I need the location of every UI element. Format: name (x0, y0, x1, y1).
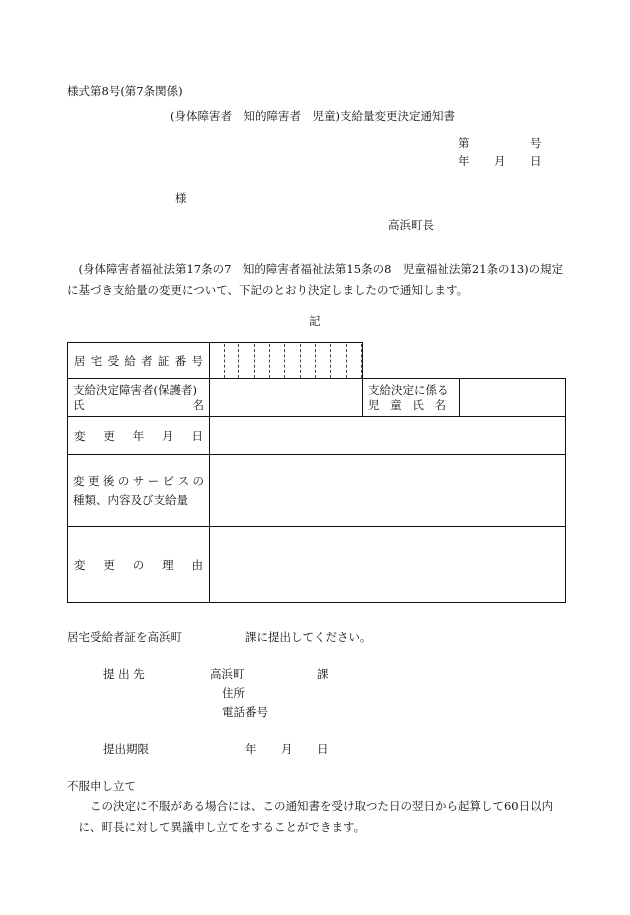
change-date-label-cell (68, 417, 210, 455)
deadline-day: 日 (317, 742, 329, 756)
service-label-line2: 種類、内容及び支給量 (73, 492, 188, 507)
reason-label-cell (68, 527, 210, 603)
intro-line-2: に基づき支給量の変更について、下記のとおり決定しましたので通知します。 (67, 283, 469, 297)
ki-marker: 記 (309, 314, 321, 328)
recipient-label-shi: 氏 (73, 397, 85, 412)
cert-label-cell (68, 343, 210, 379)
digit-box[interactable] (270, 344, 285, 378)
service-label-cell (68, 455, 210, 527)
form-table (67, 342, 566, 603)
child-label-line2: 児 童 氏 名 (368, 397, 446, 412)
document-title: (身体障害者 知的障害者 児童)支給量変更決定通知書 (170, 109, 455, 123)
child-label-line1: 支給決定に係る (368, 383, 449, 398)
child-label-cell (363, 379, 460, 417)
change-date-field[interactable] (210, 417, 566, 455)
row-certificate-number (68, 343, 566, 379)
date-year: 年 (458, 154, 470, 168)
date-month: 月 (494, 154, 506, 168)
reason-label: 変 更 の 理 由 (74, 557, 203, 572)
destination-label: 提 出 先 (103, 667, 145, 681)
doc-number-dai: 第 (458, 136, 470, 150)
submit-line-suffix: 課に提出してください。 (245, 630, 372, 644)
service-field[interactable] (210, 455, 566, 527)
recipient-label-mei: 名 (192, 397, 204, 412)
issuer: 高浜町長 (388, 218, 434, 232)
addressee-suffix: 様 (175, 191, 187, 205)
deadline-month: 月 (281, 742, 293, 756)
deadline-label: 提出期限 (103, 742, 149, 756)
digit-box[interactable] (301, 344, 316, 378)
child-name-field[interactable] (460, 379, 566, 417)
deadline-year: 年 (245, 742, 257, 756)
digit-box[interactable] (347, 344, 362, 378)
reason-field[interactable] (210, 527, 566, 603)
row-reason (68, 527, 566, 603)
destination-phone: 電話番号 (222, 705, 268, 719)
cert-number-field[interactable] (210, 343, 363, 379)
row-recipient (68, 379, 566, 417)
digit-box[interactable] (255, 344, 270, 378)
cert-label: 居 宅 受 給 者 証 番 号 (74, 353, 203, 368)
service-label-line1: 変 更 後 の サ ー ビ ス の (73, 474, 204, 489)
date-day: 日 (530, 154, 542, 168)
row-service (68, 455, 566, 527)
cert-digit-boxes (210, 344, 362, 378)
change-date-label: 変 更 年 月 日 (74, 428, 203, 443)
appeal-line-2: に、町長に対して異議申し立てをすることができます。 (67, 820, 366, 834)
digit-box[interactable] (331, 344, 346, 378)
appeal-heading: 不服申し立て (67, 779, 136, 793)
form-number: 様式第8号(第7条関係) (67, 84, 183, 98)
destination-ka: 課 (317, 667, 329, 681)
recipient-name-field[interactable] (210, 379, 363, 417)
digit-box[interactable] (239, 344, 254, 378)
doc-number-go: 号 (530, 136, 542, 150)
intro-line-1: (身体障害者福祉法第17条の7 知的障害者福祉法第15条の8 児童福祉法第21条の13)の規定 (67, 262, 564, 276)
submit-line-prefix: 居宅受給者証を高浜町 (67, 630, 182, 644)
row-change-date (68, 417, 566, 455)
digit-box[interactable] (224, 344, 239, 378)
appeal-line-1: この決定に不服がある場合には、この通知書を受け取つた日の翌日から起算して60日以内 (67, 799, 554, 813)
digit-box[interactable] (285, 344, 300, 378)
destination-address: 住所 (222, 686, 245, 700)
recipient-label-cell (68, 379, 210, 417)
destination-town: 高浜町 (210, 667, 245, 681)
digit-box[interactable] (316, 344, 331, 378)
recipient-label-line1: 支給決定障害者(保護者) (73, 383, 197, 398)
